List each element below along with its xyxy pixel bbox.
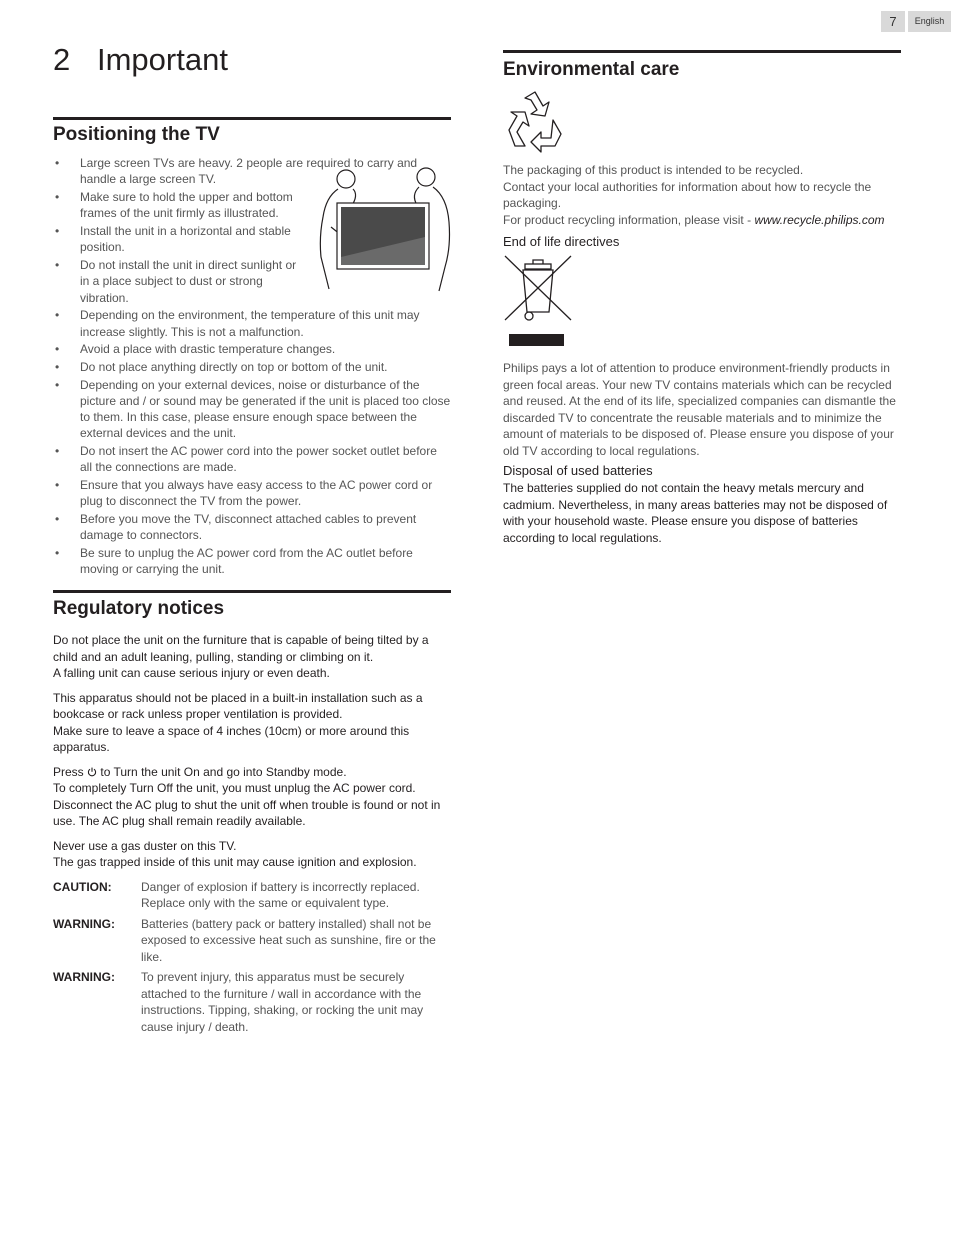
- positioning-section: [53, 117, 451, 579]
- warning-note: [53, 969, 451, 1035]
- chapter-heading: [53, 42, 228, 78]
- list-item: • Before you move the TV, disconnect attached cables to prevent damage to connectors.: [53, 511, 451, 544]
- wheelie-bin-crossed-icon: [503, 254, 573, 350]
- recycle-link[interactable]: www.recycle.philips.com: [754, 212, 885, 227]
- recycle-text: [503, 162, 901, 228]
- page-tab: [881, 11, 951, 32]
- environmental-title: Environmental care: [503, 59, 680, 80]
- regulatory-section: [53, 590, 451, 1039]
- text-line: A falling unit can cause serious injury or even death.: [53, 666, 330, 680]
- list-item: • Large screen TVs are heavy. 2 people are required to carry and handle a large screen TV.: [53, 155, 451, 188]
- regulatory-paragraph: [53, 632, 451, 682]
- eol-text: Philips pays a lot of attention to produce environment-friendly products in green focal areas. Your new TV contains materials which can be recycled and reused. At the end of its life, specialized companies can dismantle the discarded TV to concentrate the reusable materials and to minimize the amount of materials to be disposed of. Please ensure you dispose of your old TV according to local regulations.: [503, 361, 896, 458]
- text-line: Press: [53, 764, 84, 779]
- text-line: Contact your local authorities for information about how to recycle the packaging.: [503, 179, 872, 210]
- text-line: This apparatus should not be placed in a built-in installation such as a bookcase or rack unless proper ventilation is provided.: [53, 690, 423, 721]
- list-item: • Do not place anything directly on top or bottom of the unit.: [53, 359, 451, 375]
- text-line: For product recycling information, please visit -: [503, 212, 752, 227]
- note-label: WARNING:: [53, 916, 115, 931]
- text-line: The packaging of this product is intended to be recycled.: [503, 163, 804, 177]
- list-item: • Depending on the environment, the temperature of this unit may increase slightly. This is not a malfunction.: [53, 307, 451, 340]
- positioning-title: Positioning the TV: [53, 124, 220, 145]
- environmental-section: [503, 50, 901, 546]
- list-item: • Ensure that you always have easy access to the AC power cord or plug to disconnect the TV from the power.: [53, 477, 451, 510]
- text-line: Do not place the unit on the furniture that is capable of being tilted by a child and an adult leaning, pulling, standing or climbing on it.: [53, 633, 429, 664]
- regulatory-paragraph: [53, 690, 451, 756]
- list-item: • Avoid a place with drastic temperature changes.: [53, 341, 451, 357]
- list-item: • Install the unit in a horizontal and stable position.: [53, 223, 308, 256]
- note-text: Danger of explosion if battery is incorrectly replaced. Replace only with the same or equivalent type.: [141, 879, 420, 910]
- text-line: To completely Turn Off the unit, you must unplug the AC power cord. Disconnect the AC plug to shut the unit off when trouble is found or not in use. The AC plug shall remain readily available.: [53, 781, 441, 828]
- language-label: English: [908, 11, 951, 32]
- note-label: CAUTION:: [53, 879, 112, 894]
- recycle-icon: [503, 90, 567, 154]
- note-text: To prevent injury, this apparatus must be securely attached to the furniture / wall in accordance with the instructions. Tipping, shaking, or rocking the unit may cause injury / death.: [141, 970, 424, 1034]
- text-line: Never use a gas duster on this TV.: [53, 838, 237, 853]
- regulatory-paragraph: [53, 838, 451, 871]
- chapter-title: Important: [97, 42, 228, 77]
- list-item: • Make sure to hold the upper and bottom frames of the unit firmly as illustrated.: [53, 189, 308, 222]
- text-line: The gas trapped inside of this unit may cause ignition and explosion.: [53, 855, 417, 869]
- batteries-title: Disposal of used batteries: [503, 463, 653, 478]
- eol-title: End of life directives: [503, 234, 620, 249]
- note-text: Batteries (battery pack or battery installed) shall not be exposed to excessive heat such as sunshine, fire or the like.: [141, 916, 436, 964]
- list-item: • Do not install the unit in direct sunlight or in a place subject to dust or strong vibration.: [53, 257, 308, 306]
- page-number: 7: [881, 11, 905, 32]
- list-item: • Do not insert the AC power cord into the power socket outlet before all the connections are made.: [53, 443, 451, 476]
- note-label: WARNING:: [53, 970, 115, 984]
- list-item: • Depending on your external devices, noise or disturbance of the picture and / or sound may be generated if the unit is placed too close to them. In this case, please ensure enough space between the external devices and the unit.: [53, 377, 451, 442]
- regulatory-paragraph: [53, 764, 451, 830]
- batteries-text: The batteries supplied do not contain the heavy metals mercury and cadmium. Nevertheless, in many areas batteries may not be disposed of with your household waste. Please ensure you dispose of batteries according to local regulations.: [503, 481, 888, 545]
- text-line: to Turn the unit On and go into Standby mode.: [100, 764, 347, 779]
- notes-list: [53, 879, 451, 1036]
- chapter-number: 2: [53, 42, 71, 77]
- caution-note: [53, 879, 451, 912]
- regulatory-title: Regulatory notices: [53, 598, 225, 619]
- power-icon: [87, 767, 97, 777]
- list-item: • Be sure to unplug the AC power cord from the AC outlet before moving or carrying the unit.: [53, 545, 451, 578]
- text-line: Make sure to leave a space of 4 inches (10cm) or more around this apparatus.: [53, 723, 410, 754]
- warning-note: [53, 916, 451, 966]
